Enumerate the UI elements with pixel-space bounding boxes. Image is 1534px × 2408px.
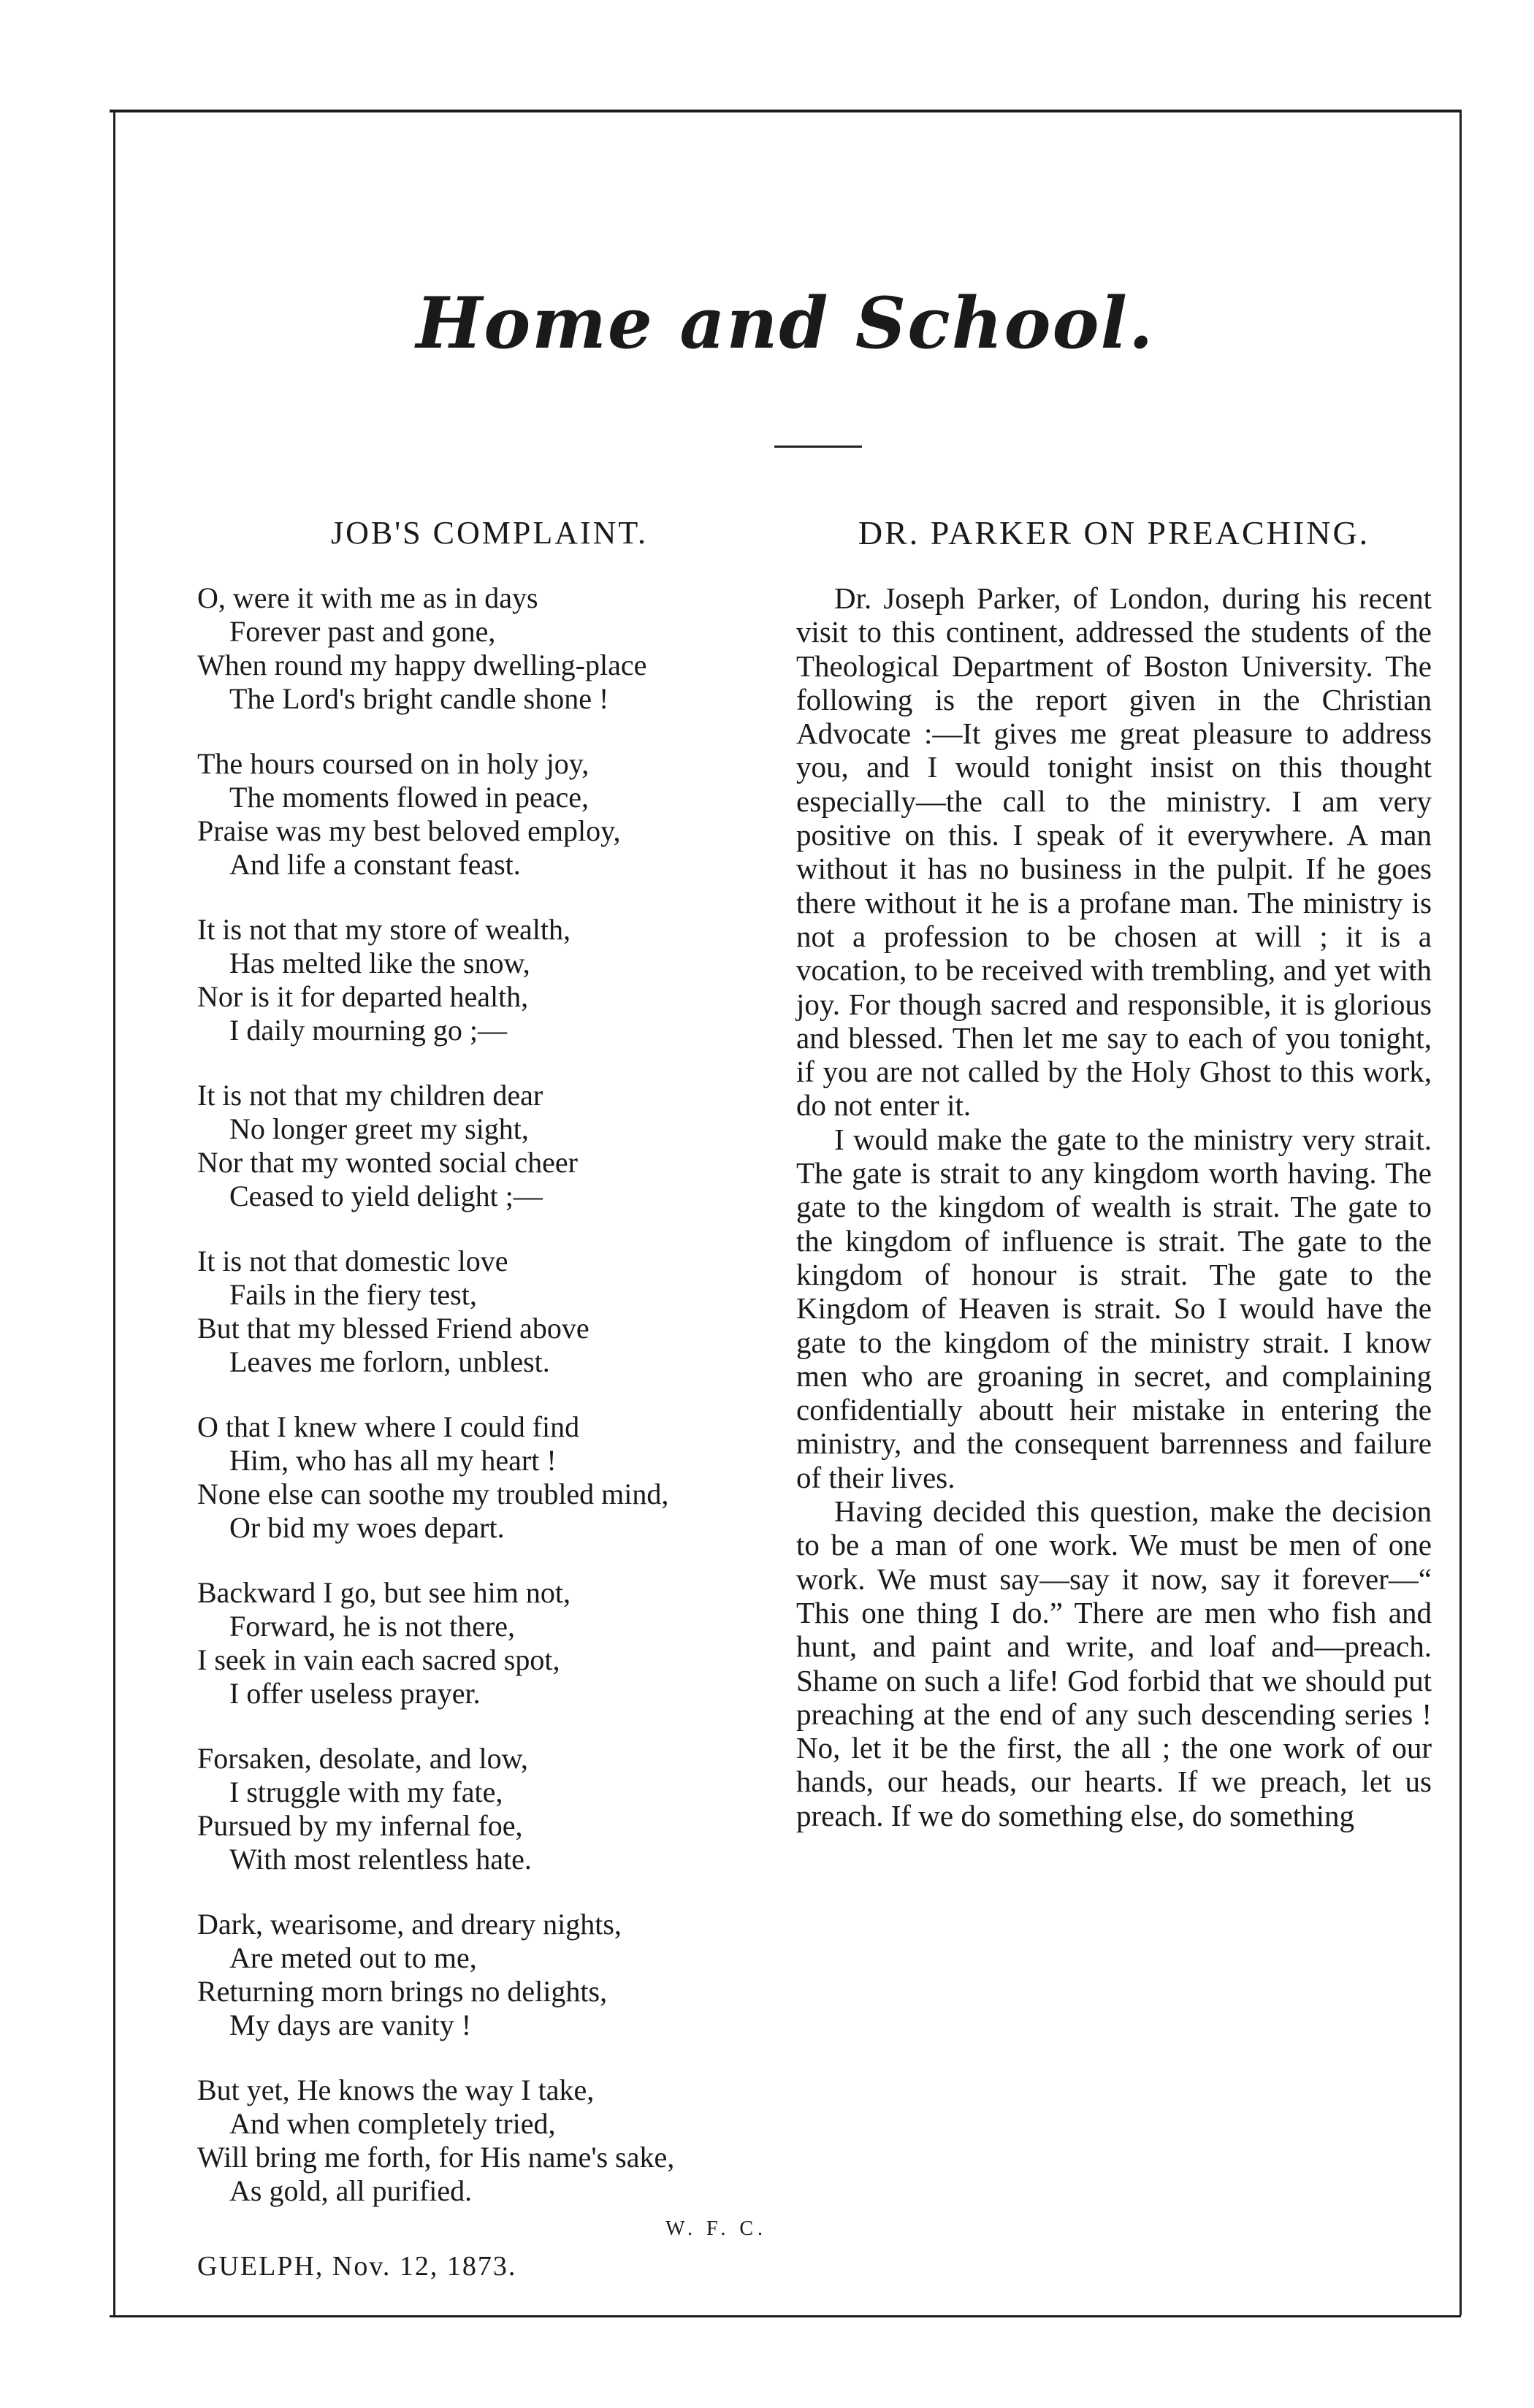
- poem-stanza: [197, 1576, 782, 1711]
- poem-line: Nor that my wonted social cheer: [197, 1146, 578, 1179]
- poem-stanza: [197, 1742, 782, 1876]
- poem-line: The Lord's bright candle shone !: [229, 682, 609, 715]
- poem-line: It is not that my store of wealth,: [197, 913, 571, 946]
- poem-line: It is not that domestic love: [197, 1245, 508, 1277]
- poem-stanza: [197, 913, 782, 1047]
- poem-line: Leaves me forlorn, unblest.: [229, 1345, 550, 1378]
- poem-stanzas: [197, 581, 782, 2208]
- poem-signature: W. F. C.: [665, 2217, 767, 2240]
- poem-line: It is not that my children dear: [197, 1079, 543, 1112]
- poem-line: Backward I go, but see him not,: [197, 1576, 571, 1609]
- poem-line: My days are vanity !: [229, 2008, 472, 2041]
- poem-line: And when completely tried,: [229, 2107, 556, 2140]
- article-paragraph: Dr. Joseph Parker, of London, during his recent visit to this continent, addressed the students of the Theological Department of Boston University. The following is the report given in the Christian Advocate :—It gives me great pleasure to address you, and I would tonight insist on this thought especially—the call to the ministry. I am very positive on this. I speak of it everywhere. A man without it has no business in the pulpit. If he goes there without it he is a profane man. The ministry is not a profession to be chosen at will ; it is a vocation, to be received with trembling, and yet with joy. For though sacred and responsible, it is glorious and blessed. Then let me say to each of you tonight, if you are not called by the Holy Ghost to this work, do not enter it.: [796, 581, 1432, 1123]
- poem-line: With most relentless hate.: [229, 1843, 532, 1876]
- article-title: DR. PARKER ON PREACHING.: [858, 514, 1370, 551]
- article-body: [796, 581, 1432, 1832]
- poem-line: Praise was my best beloved employ,: [197, 814, 621, 847]
- poem-line: Pursued by my infernal foe,: [197, 1809, 523, 1842]
- poem-line: Forsaken, desolate, and low,: [197, 1742, 528, 1775]
- poem-line: Him, who has all my heart !: [229, 1444, 557, 1477]
- poem-stanza: [197, 2073, 782, 2208]
- poem-line: None else can soothe my troubled mind,: [197, 1478, 669, 1510]
- poem-stanza: [197, 1079, 782, 1213]
- masthead-title: Home and School.: [416, 282, 1155, 364]
- poem-line: Are meted out to me,: [229, 1941, 477, 1974]
- poem-line: O, were it with me as in days: [197, 581, 538, 614]
- poem-line: Nor is it for departed health,: [197, 980, 529, 1013]
- poem-stanza: [197, 1410, 782, 1545]
- poem-stanza: [197, 581, 782, 716]
- poem-line: Ceased to yield delight ;—: [229, 1180, 543, 1212]
- poem-line: I seek in vain each sacred spot,: [197, 1643, 560, 1676]
- poem-line: But that my blessed Friend above: [197, 1312, 589, 1345]
- poem-line: O that I knew where I could find: [197, 1410, 580, 1443]
- poem-line: Fails in the fiery test,: [229, 1278, 477, 1311]
- poem-line: Returning morn brings no delights,: [197, 1975, 608, 2008]
- article-column: [796, 511, 1432, 1832]
- poem-line: The hours coursed on in holy joy,: [197, 747, 589, 780]
- poem-line: I daily mourning go ;—: [229, 1014, 507, 1047]
- poem-line: Has melted like the snow,: [229, 947, 530, 979]
- article-paragraph: I would make the gate to the ministry very strait. The gate is strait to any kingdom worth having. The gate to the kingdom of wealth is strait. The gate to the kingdom of influence is strait. The gate to the kingdom of honour is strait. The gate to the Kingdom of Heaven is strait. So I would have the gate to the kingdom of the ministry strait. I know men who are groaning in secret, and complaining confidentially aboutt heir mistake in entering the ministry, and the consequent barrenness and failure of their lives.: [796, 1122, 1432, 1494]
- poem-line: When round my happy dwelling-place: [197, 649, 647, 681]
- poem-line: No longer greet my sight,: [229, 1112, 529, 1145]
- poem-line: Forever past and gone,: [229, 615, 496, 648]
- poem-column: [197, 511, 782, 2285]
- poem-stanza: [197, 1908, 782, 2042]
- poem-dateline: GUELPH, Nov. 12, 1873.: [197, 2251, 517, 2282]
- poem-stanza: [197, 747, 782, 882]
- poem-stanza: [197, 1245, 782, 1379]
- article-paragraph: Having decided this question, make the decision to be a man of one work. We must be men of one work. We must say—say it now, say it forever—“ This one thing I do.” There are men who fish and hunt, and paint and write, and loaf and—preach. Shame on such a life! God forbid that we should put preaching at the end of any such descending series ! No, let it be the first, the all ; the one work of our hands, our heads, our hearts. If we preach, let us preach. If we do something else, do something: [796, 1494, 1432, 1832]
- poem-line: As gold, all purified.: [229, 2174, 473, 2207]
- poem-line: The moments flowed in peace,: [229, 781, 589, 814]
- poem-line: I struggle with my fate,: [229, 1776, 503, 1808]
- poem-line: Dark, wearisome, and dreary nights,: [197, 1908, 622, 1941]
- poem-title: JOB'S COMPLAINT.: [330, 515, 649, 551]
- poem-line: Forward, he is not there,: [229, 1610, 516, 1643]
- bottom-border-rule: [110, 2315, 1461, 2317]
- poem-line: And life a constant feast.: [229, 848, 521, 881]
- poem-line: But yet, He knows the way I take,: [197, 2073, 595, 2106]
- poem-line: I offer useless prayer.: [229, 1677, 481, 1710]
- poem-line: Will bring me forth, for His name's sake,: [197, 2141, 675, 2174]
- masthead-divider: [774, 446, 862, 448]
- poem-line: Or bid my woes depart.: [229, 1511, 505, 1544]
